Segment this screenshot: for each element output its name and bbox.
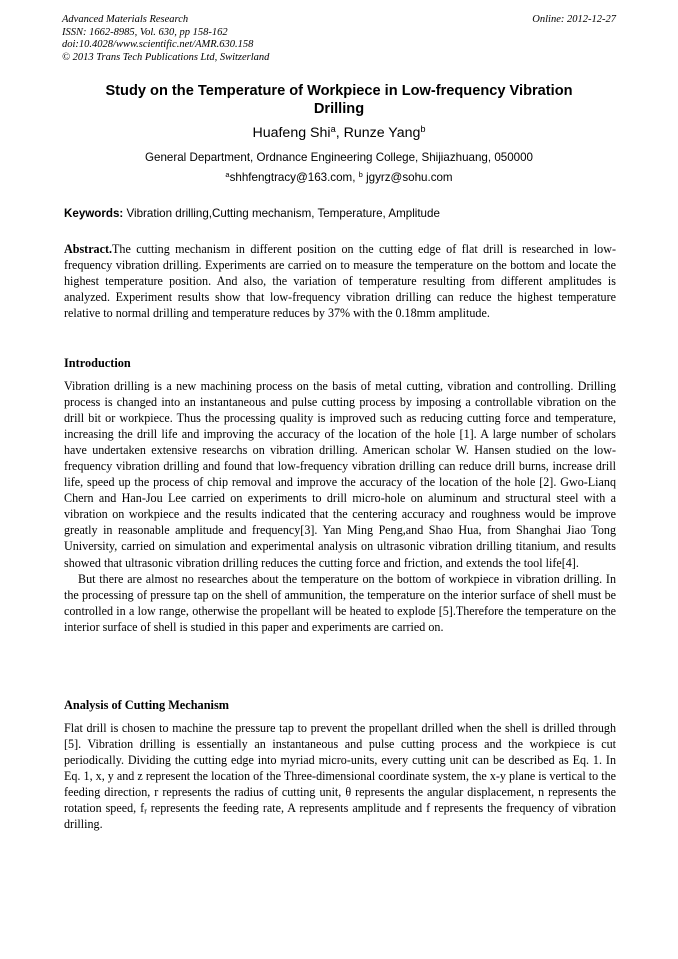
keywords-text: Vibration drilling,Cutting mechanism, Temperature, Amplitude [123, 207, 440, 220]
paragraph: But there are almost no researches about the temperature on the bottom of workpiece in vibration drilling. In the processing of pressure tap on the shell of ammunition, the temperature on the interior surface of shell must be controlled in a low range, otherwise the propellant will be heated to explode [5].Therefore the temperature on the interior surface of shell is studied in this paper and experiments are carried on. [64, 571, 616, 634]
analysis-paragraph [64, 720, 616, 832]
email-line [62, 171, 616, 185]
author-superscript: b [420, 123, 426, 134]
paragraph: Vibration drilling is a new machining process on the basis of metal cutting, vibration and controlling. Drilling process is changed into an instantaneous and pulse cutting process by imposing a controllable vibration on the drill bit or workpiece. Thus the processing quality is improved such as reducing cutting force and temperature, increasing the drill life and improving the accuracy of the location of the hole [1]. A large number of scholars have undertaken extensive researchs on vibration drilling. American scholar W. Hansen studied on the low-frequency vibration drilling and found that low-frequency vibration drilling can reduce drill burns, increase drill life, speed up the process of chip removal and improve the accuracy of the location of the hole [2]. Gwo-Lianq Chern and Han-Jou Lee carried on experiments to drill micro-hole on aluminum and structural steel with a vibration on workpiece and the results indicated that the centering accuracy and roughness would be improve greatly in reasonable amplitude and frequency[3]. Yan Ming Peng,and Shao Hua, from Shanghai Jiao Tong University, carried on simulation and experimental analysis on ultrasonic vibration drilling titanium, and results showed that ultrasonic vibration drilling reduces the cutting force and friction, and extends the tool life[4]. [64, 379, 616, 570]
copyright-line: © 2013 Trans Tech Publications Ltd, Switzerland [62, 51, 270, 63]
keywords [64, 207, 616, 221]
author-name: Huafeng Shi [252, 125, 331, 141]
introduction-body [64, 378, 616, 635]
doi-line: doi:10.4028/www.scientific.net/AMR.630.158 [62, 39, 254, 50]
paper-title: Study on the Temperature of Workpiece in Low-frequency Vibration Drilling [105, 83, 573, 117]
section-heading-analysis: Analysis of Cutting Mechanism [64, 698, 229, 712]
abstract-label: Abstract. [64, 242, 113, 256]
author-name: Runze Yang [343, 125, 421, 141]
abstract [64, 241, 616, 321]
journal-name: Advanced Materials Research [62, 14, 189, 25]
issn-line: ISSN: 1662-8985, Vol. 630, pp 158-162 [62, 26, 228, 38]
feed-subscript: r [144, 806, 147, 816]
keywords-label: Keywords: [64, 207, 124, 220]
email-superscript: a [225, 169, 230, 179]
author-separator: , [335, 125, 344, 141]
email-superscript: b [358, 169, 363, 179]
abstract-text: The cutting mechanism in different position on the cutting edge of flat drill is researched in low-frequency vibration drilling. Experiments are carried on to measure the temperature on the bottom and locate the highest temperature position. And also, the variation of temperature resulting from different amplitudes is analyzed. Experiment results show that low-frequency vibration drilling can reduce the highest temperature relative to normal drilling and temperature reduces by 37% with the 0.18mm amplitude. [64, 242, 616, 321]
affiliation: General Department, Ordnance Engineering College, Shijiazhuang, 050000 [145, 151, 533, 164]
analysis-text: Flat drill is chosen to machine the pressure tap to prevent the propellant drilled when the shell is drilled through [5]. Vibration drilling is essentially an instantaneous and pulse cutting process and the workpiece is cut periodically. Dividing the cutting edge into myriad micro-units, every cutting unit can be described as Eq. 1. In Eq. 1, x, y and z represent the location of the Three-dimensional coordinate system, the x-y plane is vertical to the feeding direction, r represents the radius of cutting unit, θ represents the angular displacement, n represents the rotation speed, f [64, 721, 616, 816]
email-address: shhfengtracy@163.com, [229, 171, 359, 184]
analysis-text: represents the feeding rate, A represents amplitude and f represents the frequency of vibration drilling. [64, 801, 617, 832]
online-date: Online: 2012-12-27 [532, 14, 616, 25]
author-superscript: a [330, 123, 336, 134]
email-address: jgyrz@sohu.com [362, 171, 453, 184]
section-heading-introduction: Introduction [64, 356, 131, 370]
author-line [62, 125, 616, 142]
journal-header [62, 14, 422, 64]
